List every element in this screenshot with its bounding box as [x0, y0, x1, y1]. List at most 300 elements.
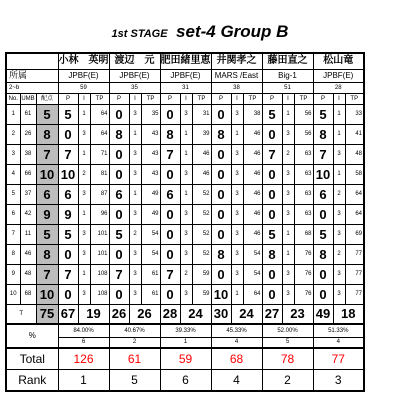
player-p: 5	[313, 224, 333, 244]
player-tp: 64	[345, 204, 364, 224]
table-row	[6, 337, 364, 348]
total-i: 24	[231, 304, 262, 324]
player-p: 0	[211, 164, 231, 184]
player-tp: 52	[192, 204, 211, 224]
player-affiliation: JPBF(E)	[109, 69, 160, 82]
tp-header: TP	[243, 93, 262, 104]
player-p: 5	[109, 224, 129, 244]
player-start-score: 38	[211, 82, 262, 93]
score-table	[5, 52, 365, 392]
player-tp: 77	[345, 264, 364, 284]
player-i: 3	[282, 164, 294, 184]
player-p: 7	[160, 264, 180, 284]
player-i: 3	[231, 204, 243, 224]
player-pct: 52.00%	[262, 324, 313, 337]
player-i: 3	[180, 164, 192, 184]
player-i: 2	[333, 244, 345, 264]
player-tp: 46	[192, 164, 211, 184]
player-tp: 63	[294, 204, 313, 224]
player-p: 0	[262, 284, 282, 304]
row-no: 3	[6, 144, 20, 164]
pct-label: %	[6, 324, 58, 348]
player-i: 3	[180, 204, 192, 224]
row-no: 5	[6, 184, 20, 204]
player-p: 0	[262, 124, 282, 144]
player-i: 3	[129, 204, 141, 224]
player-i: 1	[180, 184, 192, 204]
player-i: 1	[333, 104, 345, 124]
p-header: P	[109, 93, 129, 104]
player-total: 59	[160, 348, 211, 369]
player-p: 0	[211, 144, 231, 164]
player-i: 2	[282, 144, 294, 164]
player-name: 藤田直之	[262, 53, 313, 69]
player-p: 0	[313, 264, 333, 284]
table-row	[6, 104, 364, 124]
player-tp: 43	[141, 144, 160, 164]
player-tp: 96	[90, 204, 109, 224]
row-umb: 61	[20, 104, 36, 124]
player-pct-sub: 4	[211, 337, 262, 348]
player-pct-sub: 1	[160, 337, 211, 348]
player-i: 3	[180, 284, 192, 304]
player-i: 1	[333, 124, 345, 144]
player-i: 3	[231, 264, 243, 284]
table-row	[6, 264, 364, 284]
player-p: 0	[160, 284, 180, 304]
player-i: 3	[231, 244, 243, 264]
player-tp: 76	[294, 284, 313, 304]
player-affiliation: MARS /East	[211, 69, 262, 82]
table-row	[6, 144, 364, 164]
row-points: 8	[36, 244, 58, 264]
row-umb: 26	[20, 124, 36, 144]
player-p: 0	[109, 244, 129, 264]
player-tp: 76	[294, 264, 313, 284]
player-i: 1	[78, 264, 90, 284]
player-i: 3	[231, 224, 243, 244]
table-row	[6, 184, 364, 204]
sheet-title	[0, 22, 400, 42]
player-tp: 49	[141, 204, 160, 224]
player-i: 3	[333, 284, 345, 304]
player-p: 7	[262, 144, 282, 164]
row-points: 6	[36, 184, 58, 204]
player-i: 3	[129, 144, 141, 164]
player-i: 3	[282, 184, 294, 204]
player-p: 7	[58, 264, 78, 284]
player-pct-sub: 5	[262, 337, 313, 348]
player-pct: 45.33%	[211, 324, 262, 337]
player-i: 1	[78, 204, 90, 224]
row-points: 8	[36, 124, 58, 144]
player-tp: 54	[141, 244, 160, 264]
player-tp: 108	[90, 264, 109, 284]
player-tp: 52	[192, 224, 211, 244]
player-pct-sub: 4	[313, 337, 364, 348]
player-tp: 39	[192, 124, 211, 144]
player-i: 3	[129, 104, 141, 124]
player-total: 77	[313, 348, 364, 369]
player-tp: 38	[243, 104, 262, 124]
player-i: 3	[333, 224, 345, 244]
player-i: 3	[180, 244, 192, 264]
player-p: 8	[262, 244, 282, 264]
player-rank: 4	[211, 369, 262, 391]
player-p: 8	[109, 124, 129, 144]
player-tp: 64	[90, 104, 109, 124]
row-points: 7	[36, 264, 58, 284]
row-points: 10	[36, 164, 58, 184]
player-i: 3	[282, 264, 294, 284]
row-points: 10	[36, 284, 58, 304]
player-tp: 63	[294, 144, 313, 164]
player-p: 0	[211, 184, 231, 204]
player-tp: 54	[243, 244, 262, 264]
player-tp: 59	[192, 284, 211, 304]
player-p: 0	[211, 204, 231, 224]
player-affiliation: JPBF(E)	[160, 69, 211, 82]
tp-header: TP	[192, 93, 211, 104]
title-main: set-4 Group B	[176, 22, 289, 41]
player-total: 126	[58, 348, 109, 369]
player-start-score: 35	[109, 82, 160, 93]
player-affiliation: JPBF(E)	[313, 69, 364, 82]
player-tp: 69	[345, 224, 364, 244]
player-tp: 46	[243, 164, 262, 184]
player-pct-sub: 2	[109, 337, 160, 348]
i-header: I	[78, 93, 90, 104]
table-row	[6, 224, 364, 244]
player-p: 0	[211, 224, 231, 244]
player-tp: 61	[141, 284, 160, 304]
player-p: 0	[262, 264, 282, 284]
p-header: P	[58, 93, 78, 104]
player-name: 井関孝之	[211, 53, 262, 69]
player-tp: 43	[141, 124, 160, 144]
player-tp: 33	[345, 104, 364, 124]
player-i: 3	[282, 124, 294, 144]
row-no: 2	[6, 124, 20, 144]
player-i: 1	[333, 164, 345, 184]
row-umb: 46	[20, 244, 36, 264]
player-start-score: 51	[262, 82, 313, 93]
player-p: 0	[160, 244, 180, 264]
total-i: 23	[282, 304, 313, 324]
total-i: 24	[180, 304, 211, 324]
affiliation-label: 所属	[6, 69, 58, 82]
row-no: 6	[6, 204, 20, 224]
player-i: 1	[231, 284, 243, 304]
player-p: 8	[313, 124, 333, 144]
player-tp: 59	[192, 264, 211, 284]
player-i: 3	[231, 104, 243, 124]
player-p: 7	[313, 144, 333, 164]
player-tp: 63	[294, 184, 313, 204]
totals-points: 75	[36, 304, 58, 324]
player-tp: 49	[141, 184, 160, 204]
player-i: 3	[333, 204, 345, 224]
player-start-score: 31	[160, 82, 211, 93]
player-p: 0	[262, 184, 282, 204]
player-p: 8	[211, 244, 231, 264]
table-row	[6, 304, 364, 324]
player-tp: 46	[243, 184, 262, 204]
table-row	[6, 93, 364, 104]
player-p: 0	[109, 144, 129, 164]
table-row	[6, 164, 364, 184]
player-name: 肥田緒里恵	[160, 53, 211, 69]
player-i: 2	[129, 224, 141, 244]
rank-label: Rank	[6, 369, 58, 391]
player-i: 1	[78, 144, 90, 164]
player-tp: 63	[294, 164, 313, 184]
player-p: 6	[160, 184, 180, 204]
player-tp: 43	[141, 164, 160, 184]
player-tp: 77	[345, 284, 364, 304]
player-i: 3	[282, 284, 294, 304]
player-p: 0	[211, 104, 231, 124]
player-p: 7	[58, 144, 78, 164]
i-header: I	[180, 93, 192, 104]
player-p: 0	[160, 224, 180, 244]
player-i: 3	[129, 264, 141, 284]
player-name: 小林 英明	[58, 53, 109, 69]
player-tp: 77	[345, 244, 364, 264]
p-header: P	[262, 93, 282, 104]
player-tp: 31	[192, 104, 211, 124]
player-p: 0	[160, 204, 180, 224]
player-tp: 46	[243, 224, 262, 244]
table-row	[6, 244, 364, 264]
player-i: 3	[129, 244, 141, 264]
i-header: I	[231, 93, 243, 104]
player-tp: 58	[345, 164, 364, 184]
player-p: 5	[262, 104, 282, 124]
total-p: 49	[313, 304, 333, 324]
player-tp: 108	[90, 284, 109, 304]
player-i: 3	[180, 104, 192, 124]
player-rank: 6	[160, 369, 211, 391]
player-name: 松山竜	[313, 53, 364, 69]
player-total: 68	[211, 348, 262, 369]
player-start-score: 28	[313, 82, 364, 93]
player-i: 1	[129, 184, 141, 204]
no-header: No.	[6, 93, 20, 104]
player-rank: 1	[58, 369, 109, 391]
player-tp: 64	[345, 184, 364, 204]
player-p: 9	[58, 204, 78, 224]
player-p: 0	[211, 264, 231, 284]
player-i: 3	[231, 184, 243, 204]
player-rank: 3	[313, 369, 364, 391]
player-p: 0	[109, 164, 129, 184]
player-tp: 48	[345, 144, 364, 164]
row-umb: 68	[20, 284, 36, 304]
row-no: 8	[6, 244, 20, 264]
player-tp: 46	[243, 124, 262, 144]
player-i: 1	[231, 124, 243, 144]
row-points: 7	[36, 144, 58, 164]
player-p: 8	[211, 124, 231, 144]
row-no: 7	[6, 224, 20, 244]
umb-header: UMB	[20, 93, 36, 104]
player-i: 3	[78, 224, 90, 244]
player-tp: 81	[90, 164, 109, 184]
table-row	[6, 284, 364, 304]
p-header: P	[160, 93, 180, 104]
player-tp: 54	[141, 224, 160, 244]
player-p: 5	[58, 104, 78, 124]
player-total: 61	[109, 348, 160, 369]
total-p: 67	[58, 304, 78, 324]
player-p: 5	[58, 224, 78, 244]
row-umb: 38	[20, 144, 36, 164]
player-i: 3	[78, 184, 90, 204]
player-p: 6	[58, 184, 78, 204]
player-tp: 46	[243, 144, 262, 164]
player-i: 1	[180, 144, 192, 164]
player-start-score: 59	[58, 82, 109, 93]
table-row	[6, 204, 364, 224]
player-tp: 56	[294, 124, 313, 144]
player-p: 0	[109, 284, 129, 304]
player-tp: 46	[192, 144, 211, 164]
player-p: 10	[313, 164, 333, 184]
player-tp: 54	[243, 264, 262, 284]
tp-header: TP	[90, 93, 109, 104]
player-p: 6	[313, 184, 333, 204]
player-i: 2	[180, 264, 192, 284]
player-p: 6	[109, 184, 129, 204]
total-p: 26	[109, 304, 129, 324]
player-total: 78	[262, 348, 313, 369]
tp-header: TP	[345, 93, 364, 104]
player-tp: 68	[294, 224, 313, 244]
blank-cell	[6, 53, 58, 69]
total-i: 26	[129, 304, 160, 324]
player-p: 0	[160, 164, 180, 184]
title-prefix: 1st STAGE	[111, 28, 168, 40]
player-i: 1	[282, 244, 294, 264]
player-p: 0	[262, 204, 282, 224]
player-i: 1	[129, 124, 141, 144]
player-p: 0	[313, 284, 333, 304]
player-tp: 35	[141, 104, 160, 124]
player-tp: 101	[90, 224, 109, 244]
match-label: 2~b	[6, 82, 58, 93]
player-i: 1	[282, 224, 294, 244]
player-pct: 51.33%	[313, 324, 364, 337]
player-i: 3	[333, 144, 345, 164]
player-p: 5	[262, 224, 282, 244]
player-rank: 2	[262, 369, 313, 391]
player-tp: 56	[294, 104, 313, 124]
player-affiliation: JPBF(E)	[58, 69, 109, 82]
tp-header: TP	[294, 93, 313, 104]
row-no: 1	[6, 104, 20, 124]
row-umb: 48	[20, 264, 36, 284]
p-header: P	[313, 93, 333, 104]
player-tp: 46	[243, 204, 262, 224]
row-umb: 66	[20, 164, 36, 184]
player-i: 1	[180, 124, 192, 144]
player-p: 8	[160, 124, 180, 144]
player-i: 3	[129, 284, 141, 304]
player-tp: 61	[141, 264, 160, 284]
player-i: 3	[180, 224, 192, 244]
row-umb: 11	[20, 224, 36, 244]
table-row	[6, 53, 364, 69]
row-no: 4	[6, 164, 20, 184]
player-p: 0	[109, 104, 129, 124]
row-no: 9	[6, 264, 20, 284]
player-p: 0	[160, 104, 180, 124]
totals-row-label: T	[6, 304, 36, 324]
player-i: 1	[78, 104, 90, 124]
row-points: 5	[36, 224, 58, 244]
points-header: 配点	[36, 93, 58, 104]
player-pct: 40.67%	[109, 324, 160, 337]
player-p: 0	[58, 124, 78, 144]
player-i: 3	[78, 244, 90, 264]
player-pct-sub: 6	[58, 337, 109, 348]
i-header: I	[129, 93, 141, 104]
table-row	[6, 348, 364, 369]
player-tp: 87	[90, 184, 109, 204]
player-p: 7	[109, 264, 129, 284]
player-p: 0	[58, 244, 78, 264]
table-row	[6, 369, 364, 391]
i-header: I	[333, 93, 345, 104]
player-p: 0	[58, 284, 78, 304]
player-name: 渡辺 元	[109, 53, 160, 69]
total-p: 28	[160, 304, 180, 324]
row-umb: 42	[20, 204, 36, 224]
player-p: 10	[211, 284, 231, 304]
player-affiliation: Big-1	[262, 69, 313, 82]
player-i: 3	[231, 164, 243, 184]
player-rank: 5	[109, 369, 160, 391]
total-p: 27	[262, 304, 282, 324]
player-tp: 52	[192, 244, 211, 264]
row-points: 9	[36, 204, 58, 224]
player-p: 0	[109, 204, 129, 224]
player-tp: 52	[192, 184, 211, 204]
player-i: 3	[78, 284, 90, 304]
total-label: Total	[6, 348, 58, 369]
player-i: 3	[129, 164, 141, 184]
player-pct: 39.33%	[160, 324, 211, 337]
row-points: 5	[36, 104, 58, 124]
player-tp: 71	[90, 144, 109, 164]
player-i: 3	[78, 124, 90, 144]
player-i: 2	[78, 164, 90, 184]
player-p: 7	[160, 144, 180, 164]
i-header: I	[282, 93, 294, 104]
total-p: 30	[211, 304, 231, 324]
player-tp: 76	[294, 244, 313, 264]
player-i: 3	[231, 144, 243, 164]
player-tp: 101	[90, 244, 109, 264]
player-p: 10	[58, 164, 78, 184]
player-tp: 64	[243, 284, 262, 304]
player-tp: 64	[90, 124, 109, 144]
player-i: 2	[333, 184, 345, 204]
player-pct: 84.00%	[58, 324, 109, 337]
total-i: 18	[333, 304, 364, 324]
player-i: 3	[333, 264, 345, 284]
